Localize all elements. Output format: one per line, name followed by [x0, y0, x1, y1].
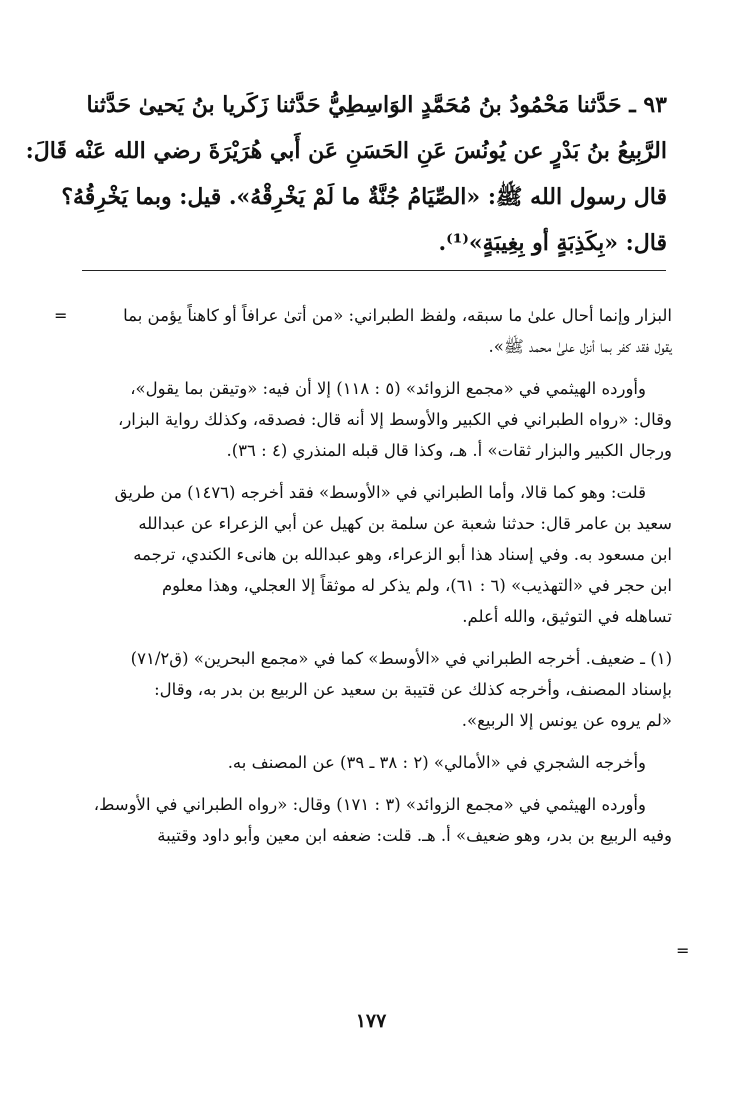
hadith-line: ٩٣ ـ حَدَّثنا مَحْمُودُ بنُ مُحَمَّدٍ الوَاسِطِيُّ حَدَّثنا زَكَريا بنُ يَحيىٰ حَدَّثنا: [86, 92, 667, 118]
note-line: وأخرجه الشجري في «الأمالي» (٢ : ٣٨ ـ ٣٩) عن المصنف به.: [227, 753, 646, 772]
note-paragraph: [62, 477, 672, 632]
note-line: (١) ـ ضعيف. أخرجه الطبراني في «الأوسط» كما في «مجمع البحرين» (ق٧١/٢): [130, 649, 672, 668]
footnote-separator: [82, 270, 666, 271]
note-paragraph: [62, 373, 672, 466]
note-line: قلت: وهو كما قالا، وأما الطبراني في «الأوسط» فقد أخرجه (١٤٧٦) من طريق: [114, 483, 646, 502]
continuation-mark-end: =: [676, 941, 690, 960]
note-line: تساهله في التوثيق، والله أعلم.: [462, 607, 672, 626]
note-line: ورجال الكبير والبزار ثقات» أ. هـ، وكذا قال قبله المنذري (٤ : ٣٦).: [226, 441, 672, 460]
note-paragraph-continued: [62, 300, 672, 362]
note-line: وفيه الربيع بن بدر، وهو ضعيف» أ. هـ. قلت: ضعفه ابن معين وأبو داود وقتيبة: [157, 826, 672, 845]
note-paragraph: [62, 789, 672, 851]
note-line: سعيد بن عامر قال: حدثنا شعبة عن سلمة بن كهيل عن أبي الزعراء عن عبدالله: [138, 514, 672, 533]
hadith-line: قال رسول الله ﷺ: «الصِّيَامُ جُنَّةٌ ما لَمْ يَخْرِقْهُ». قيل: وبما يَخْرِقُهُ؟: [61, 184, 667, 210]
note-line: «لم يروه عن يونس إلا الربيع».: [461, 711, 672, 730]
note-line: وأورده الهيثمي في «مجمع الزوائد» (٣ : ١٧١) وقال: «رواه الطبراني في الأوسط،: [93, 795, 646, 814]
note-line: بإسناد المصنف، وأخرجه كذلك عن قتيبة بن سعيد عن الربيع بن بدر به، وقال:: [154, 680, 672, 699]
hadith-line: الرَّبِيعُ بنُ بَدْرٍ عن يُونُسَ عَنِ الحَسَنِ عَن أَبي هُرَيْرَةَ رضي الله عَنْه قَالَ:: [25, 138, 667, 164]
note-line: البزار وإنما أحال علىٰ ما سبقه، ولفظ الطبراني: «من أتىٰ عرافاً أو كاهناً يؤمن بما: [123, 306, 672, 325]
hadith-text: [25, 82, 667, 266]
note-line: ابن حجر في «التهذيب» (٦ : ٦١)، ولم يذكر له موثقاً إلا العجلي، وهذا معلوم: [161, 576, 672, 595]
continuation-mark-start: =: [54, 306, 68, 325]
note-line: ابن مسعود به. وفي إسناد هذا أبو الزعراء، وهو عبدالله بن هانىء الكندي، ترجمه: [133, 545, 672, 564]
page-number: ١٧٧: [355, 1010, 387, 1032]
footnote-1: [62, 643, 672, 736]
note-line: يقول فقد كفر بما أنزل علىٰ محمد ﷺ».: [488, 337, 672, 356]
note-line: وقال: «رواه الطبراني في الكبير والأوسط إلا أنه قال: فصدقه، وكذلك رواية البزار،: [118, 410, 672, 429]
hadith-line: قال: «بِكَذِبَةٍ أو بِغِيبَةٍ»⁽¹⁾.: [438, 230, 667, 256]
note-paragraph: [62, 747, 672, 778]
footnotes: [62, 300, 672, 862]
note-line: وأورده الهيثمي في «مجمع الزوائد» (٥ : ١١٨) إلا أن فيه: «وتيقن بما يقول»،: [130, 379, 646, 398]
